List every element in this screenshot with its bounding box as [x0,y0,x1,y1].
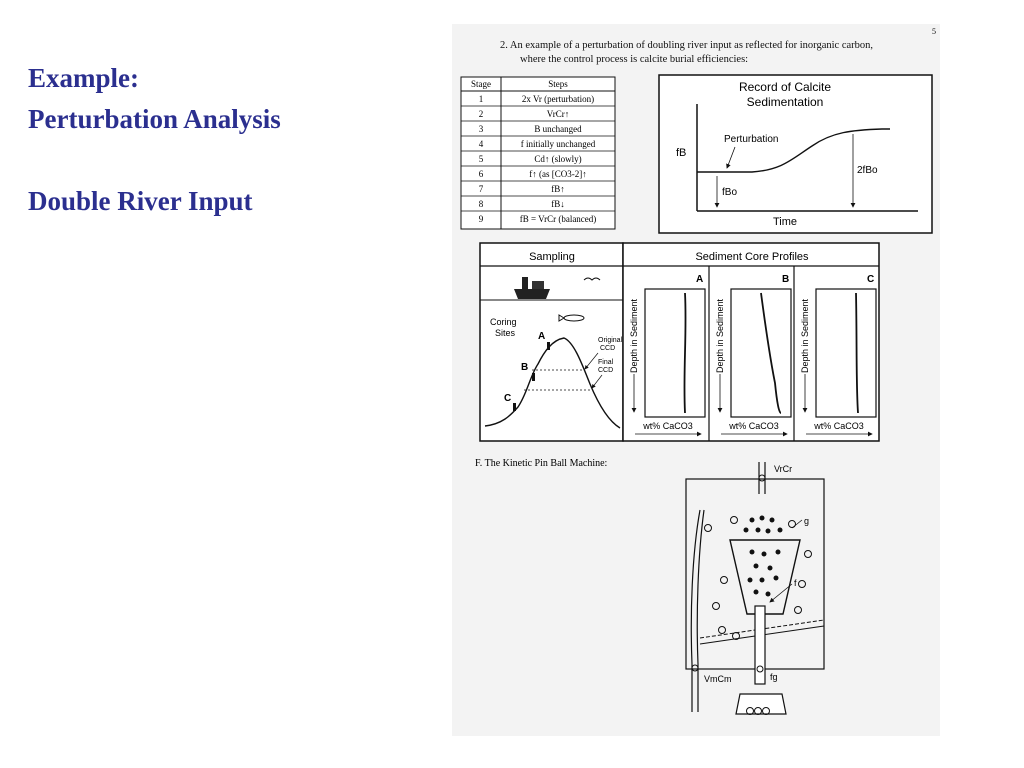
pinball-f-label: f [794,578,797,588]
table-cell-step: B unchanged [534,124,582,134]
core-profile-curve [684,293,685,413]
core-panel-label: B [782,274,790,285]
pinball-input-label: VrCr [774,464,793,474]
table-header-steps: Steps [548,79,568,89]
core-panel-xlabel: wt% CaCO3 [814,421,864,431]
core-profiles-panel [623,243,879,441]
table-cell-step: fB = VrCr (balanced) [519,214,597,224]
record-chart-title-line1: Record of Calcite [738,80,832,94]
final-ccd-label-line1: Final [598,359,614,366]
slide-title-line2: Perturbation Analysis [28,104,281,134]
table-cell-step: VrCr↑ [546,109,570,119]
table-cell-stage: 9 [478,214,484,224]
table-cell-stage: 3 [478,124,484,134]
page-marker: 5 [932,27,936,36]
pinball-overflow-tube [691,510,704,712]
original-ccd-label-line1: Original [598,337,623,344]
site-c-label: C [504,393,512,404]
table-cell-step: f↑ (as [CO3-2]↑ [529,169,587,179]
core-panel-ylabel: Depth in Sediment [715,298,725,374]
core-panel-xlabel: wt% CaCO3 [729,421,779,431]
stage-table [461,77,615,229]
record-chart-annotation: Perturbation [724,134,779,145]
coring-sites-label-line1: Coring [490,317,517,327]
pinball-funnel [730,540,800,614]
sampling-panel [480,243,623,441]
record-chart-title-line2: Sedimentation [746,95,824,109]
table-cell-stage: 7 [478,184,484,194]
core-panel-label: C [867,274,875,285]
table-cell-stage: 5 [478,154,484,164]
doc-caption-line1: 2. An example of a perturbation of doubling river input as reflected for inorganic carbon, [500,40,874,51]
doc-caption-line2: where the control process is calcite burial efficiencies: [520,54,749,65]
table-cell-stage: 8 [478,199,484,209]
pinball-caption: F. The Kinetic Pin Ball Machine: [475,458,608,469]
table-cell-stage: 2 [478,109,484,119]
record-chart-baseline-label: fBo [722,187,738,198]
table-cell-step: 2x Vr (perturbation) [521,94,595,104]
table-cell-step: Cd↑ (slowly) [534,154,582,164]
site-a-label: A [538,331,546,342]
table-cell-stage: 4 [478,139,484,149]
table-cell-step: f initially unchanged [520,139,596,149]
core-panel-xlabel: wt% CaCO3 [643,421,693,431]
slide-subtitle: Double River Input [28,186,253,216]
coring-sites-label-line2: Sites [495,328,516,338]
table-cell-stage: 6 [478,169,484,179]
slide-title-line1: Example: [28,63,139,93]
record-chart-ylabel: fB [676,147,687,159]
record-chart-xlabel: Time [772,216,798,228]
core-panel-label: A [696,274,704,285]
pinball-output-label: VmCm [704,674,732,684]
record-chart-final-label: 2fBo [857,165,878,176]
core-panel-ylabel: Depth in Sediment [629,298,639,374]
pinball-fg-label: fg [770,672,778,682]
table-header-stage: Stage [471,79,491,89]
final-ccd-label-line2: CCD [598,367,614,374]
original-ccd-label-line2: CCD [600,345,616,352]
pinball-machine [686,462,824,715]
table-cell-stage: 1 [478,94,484,104]
scanned-document [452,24,940,736]
sampling-header: Sampling [529,251,575,263]
table-cell-step: fB↑ [551,184,565,194]
record-chart [659,75,932,233]
pinball-g-label: g [804,516,810,526]
site-b-label: B [521,362,529,373]
core-panel-ylabel: Depth in Sediment [800,298,810,374]
table-cell-step: fB↓ [551,199,565,209]
core-profiles-header: Sediment Core Profiles [695,251,809,263]
